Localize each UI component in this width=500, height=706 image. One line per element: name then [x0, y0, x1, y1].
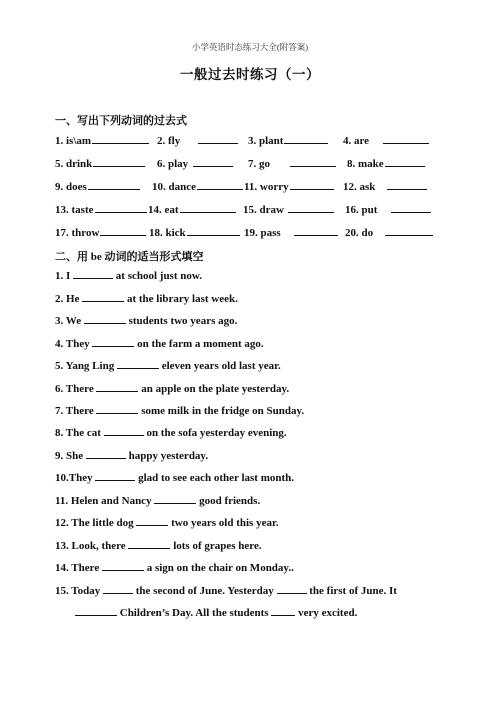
page-title: 一般过去时练习（一） — [180, 67, 320, 82]
exercise-line: 15. Today the second of June. Yesterday the first of June. It — [55, 585, 397, 597]
verb-item: 17. throw — [55, 225, 146, 239]
exercise-line: 2. He at the library last week. — [55, 293, 238, 305]
exercise-line: 14. There a sign on the chair on Monday.. — [55, 562, 294, 574]
verb-item: 4. are — [343, 133, 429, 147]
page-header: 小学英语时态练习大全(附答案) — [191, 42, 309, 52]
exercise-line: 8. The cat on the sofa yesterday evening. — [55, 427, 287, 439]
verb-item: 3. plant — [248, 133, 328, 147]
verb-item: 10. dance — [152, 179, 243, 193]
exercise-line: Children’s Day. All the students very excited. — [75, 605, 357, 619]
exercise-line: 11. Helen and Nancy good friends. — [55, 495, 261, 507]
verb-item: 9. does — [55, 179, 140, 193]
verb-item: 13. taste — [55, 202, 147, 216]
section2-heading: 二、用 be 动词的适当形式填空 — [55, 251, 204, 263]
verb-item: 16. put — [345, 202, 431, 216]
exercise-line: 9. She happy yesterday. — [55, 450, 209, 462]
verb-item: 19. pass — [244, 225, 338, 239]
verb-item: 18. kick — [149, 225, 240, 239]
section1-heading: 一、写出下列动词的过去式 — [55, 115, 187, 127]
exercise-line: 4. They on the farm a moment ago. — [55, 338, 264, 350]
verb-item: 12. ask — [343, 179, 427, 193]
verb-item: 8. make — [347, 156, 425, 170]
exercise-line: 6. There an apple on the plate yesterday. — [55, 383, 290, 395]
exercise-line: 1. I at school just now. — [55, 270, 202, 282]
exercise-line: 7. There some milk in the fridge on Sunday. — [55, 405, 305, 417]
verb-item: 14. eat — [148, 202, 236, 216]
verb-item: 7. go — [248, 156, 336, 170]
exercise-line: 10.They glad to see each other last month. — [55, 472, 295, 484]
verb-item: 1. is\am — [55, 133, 149, 147]
verb-item: 2. fly — [157, 133, 238, 147]
verb-item: 5. drink — [55, 156, 145, 170]
exercise-line: 13. Look, there lots of grapes here. — [55, 540, 262, 552]
exercise-line: 3. We students two years ago. — [55, 315, 238, 327]
verb-item: 20. do — [345, 225, 433, 239]
verb-item: 15. draw — [243, 202, 334, 216]
verb-item: 6. play — [157, 156, 233, 170]
verb-item: 11. worry — [244, 179, 334, 193]
exercise-line: 12. The little dog two years old this year. — [55, 517, 279, 529]
exercise-line: 5. Yang Ling eleven years old last year. — [55, 360, 281, 372]
